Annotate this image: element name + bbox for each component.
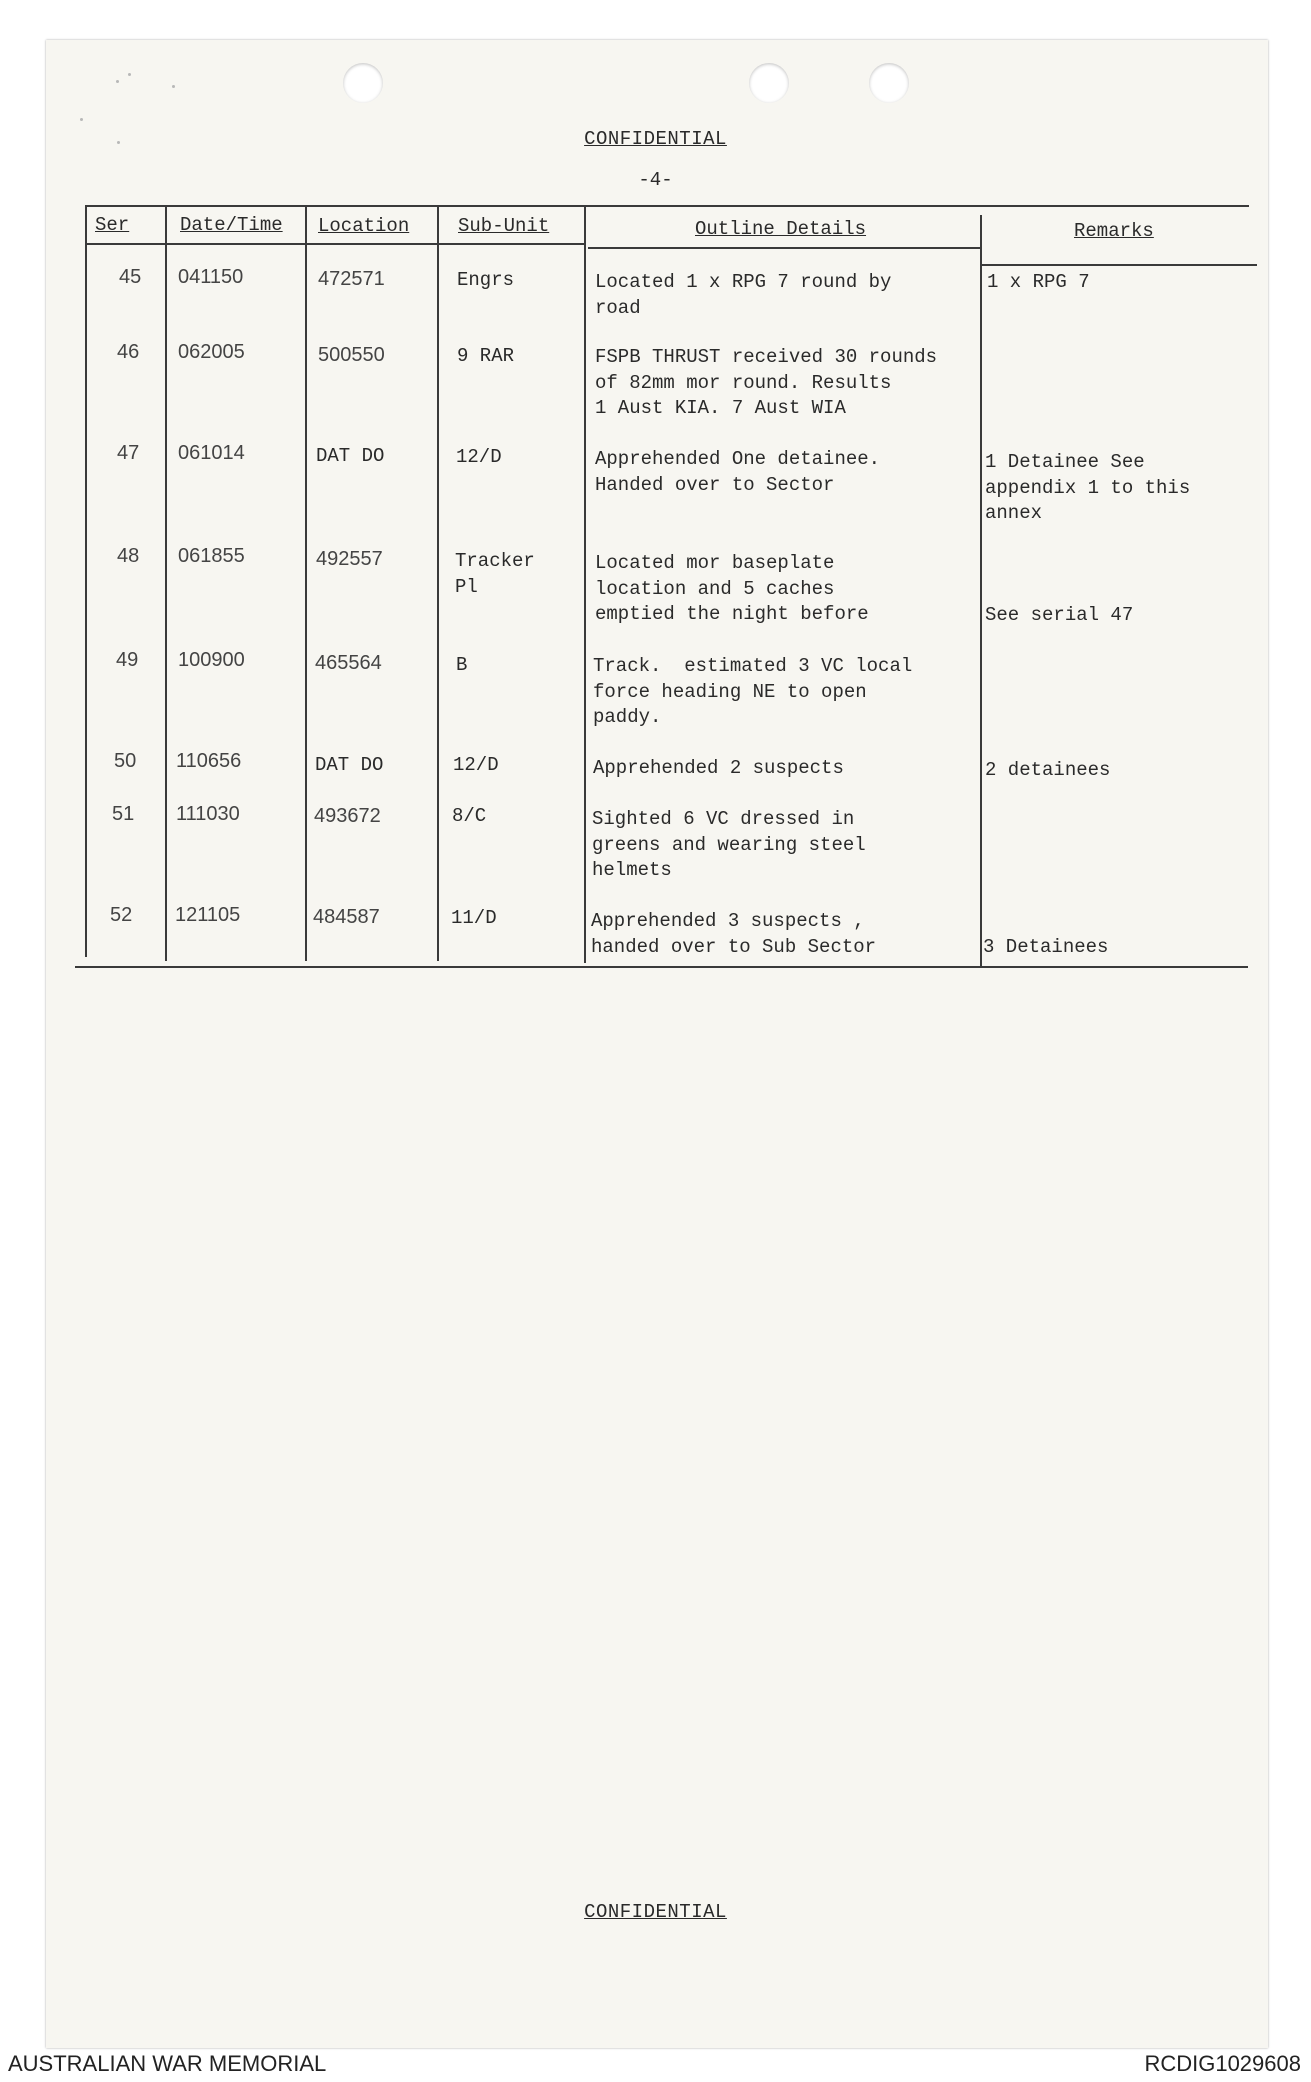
column-header-remarks: Remarks: [1074, 220, 1154, 242]
column-rule: [305, 205, 307, 961]
header-rule-left: [85, 243, 585, 245]
header-rule-right: [982, 264, 1257, 266]
cell-ser: 45: [119, 266, 142, 288]
header-rule-mid: [588, 247, 982, 249]
column-rule: [437, 205, 439, 961]
archive-institution: AUSTRALIAN WAR MEMORIAL: [8, 2051, 327, 2076]
cell-location: DAT DO: [316, 445, 385, 467]
cell-location: 472571: [318, 268, 385, 290]
paper-speck: [80, 118, 83, 121]
cell-ser: 52: [110, 904, 133, 926]
column-header-location: Location: [318, 215, 410, 237]
punch-hole: [343, 63, 383, 103]
cell-ser: 48: [117, 545, 140, 567]
cell-ser: 51: [112, 803, 135, 825]
cell-ser: 50: [114, 750, 137, 772]
cell-datetime: 100900: [178, 649, 245, 671]
column-header-datetime: Date/Time: [180, 214, 283, 236]
paper-speck: [172, 85, 175, 88]
classification-top: CONFIDENTIAL: [584, 128, 727, 150]
classification-bottom: CONFIDENTIAL: [584, 1901, 727, 1923]
cell-details: Apprehended One detainee. Handed over to Sector: [595, 448, 881, 496]
cell-sub-unit: Tracker Pl: [455, 550, 535, 598]
paper-speck: [116, 80, 119, 83]
cell-details: Located mor baseplate location and 5 caches emptied the night before: [595, 552, 869, 625]
cell-location: 500550: [318, 344, 385, 366]
column-rule: [165, 205, 167, 961]
punch-hole: [749, 63, 789, 103]
cell-datetime: 110656: [176, 750, 242, 772]
cell-remarks: 1 x RPG 7: [987, 271, 1090, 293]
page-number: -4-: [638, 169, 673, 191]
table-top-rule: [85, 205, 1249, 207]
cell-datetime: 121105: [175, 904, 241, 926]
cell-datetime: 111030: [176, 803, 240, 825]
cell-sub-unit: Engrs: [457, 269, 515, 291]
cell-details: Sighted 6 VC dressed in greens and wearing steel helmets: [592, 808, 866, 881]
column-header-ser: Ser: [95, 214, 130, 236]
cell-ser: 46: [117, 341, 140, 363]
cell-ser: 49: [116, 649, 139, 671]
cell-ser: 47: [117, 442, 140, 464]
cell-details: Located 1 x RPG 7 round by road: [595, 271, 892, 319]
column-rule: [85, 205, 87, 957]
cell-location: 492557: [316, 548, 383, 570]
cell-sub-unit: B: [456, 654, 468, 676]
cell-details: Track. estimated 3 VC local force heading NE to open paddy.: [593, 655, 913, 728]
cell-details: FSPB THRUST received 30 rounds of 82mm mor round. Results 1 Aust KIA. 7 Aust WIA: [595, 346, 938, 419]
cell-datetime: 061855: [178, 545, 245, 567]
cell-location: 465564: [315, 652, 382, 674]
paper-speck: [128, 73, 131, 76]
column-header-sub-unit: Sub-Unit: [458, 215, 550, 237]
cell-sub-unit: 11/D: [451, 907, 497, 929]
cell-sub-unit: 12/D: [453, 754, 499, 776]
cell-sub-unit: 9 RAR: [457, 345, 515, 367]
cell-remarks: See serial 47: [985, 604, 1134, 626]
cell-sub-unit: 12/D: [456, 446, 502, 468]
column-rule: [980, 215, 982, 967]
column-rule: [584, 205, 586, 963]
cell-location: DAT DO: [315, 754, 384, 776]
table-bottom-rule: [75, 966, 1248, 968]
archive-reference: RCDIG1029608: [1144, 2051, 1301, 2076]
punch-hole: [869, 63, 909, 103]
cell-remarks: 3 Detainees: [983, 936, 1109, 958]
cell-datetime: 061014: [178, 442, 245, 464]
cell-location: 484587: [313, 906, 380, 928]
cell-datetime: 041150: [178, 266, 244, 288]
cell-sub-unit: 8/C: [452, 805, 487, 827]
cell-location: 493672: [314, 805, 381, 827]
column-header-outline-details: Outline Details: [695, 218, 867, 240]
cell-remarks: 2 detainees: [985, 759, 1111, 781]
cell-details: Apprehended 3 suspects , handed over to Sub Sector: [591, 910, 877, 958]
cell-details: Apprehended 2 suspects: [593, 757, 844, 779]
cell-remarks: 1 Detainee See appendix 1 to this annex: [985, 451, 1191, 524]
cell-datetime: 062005: [178, 341, 245, 363]
